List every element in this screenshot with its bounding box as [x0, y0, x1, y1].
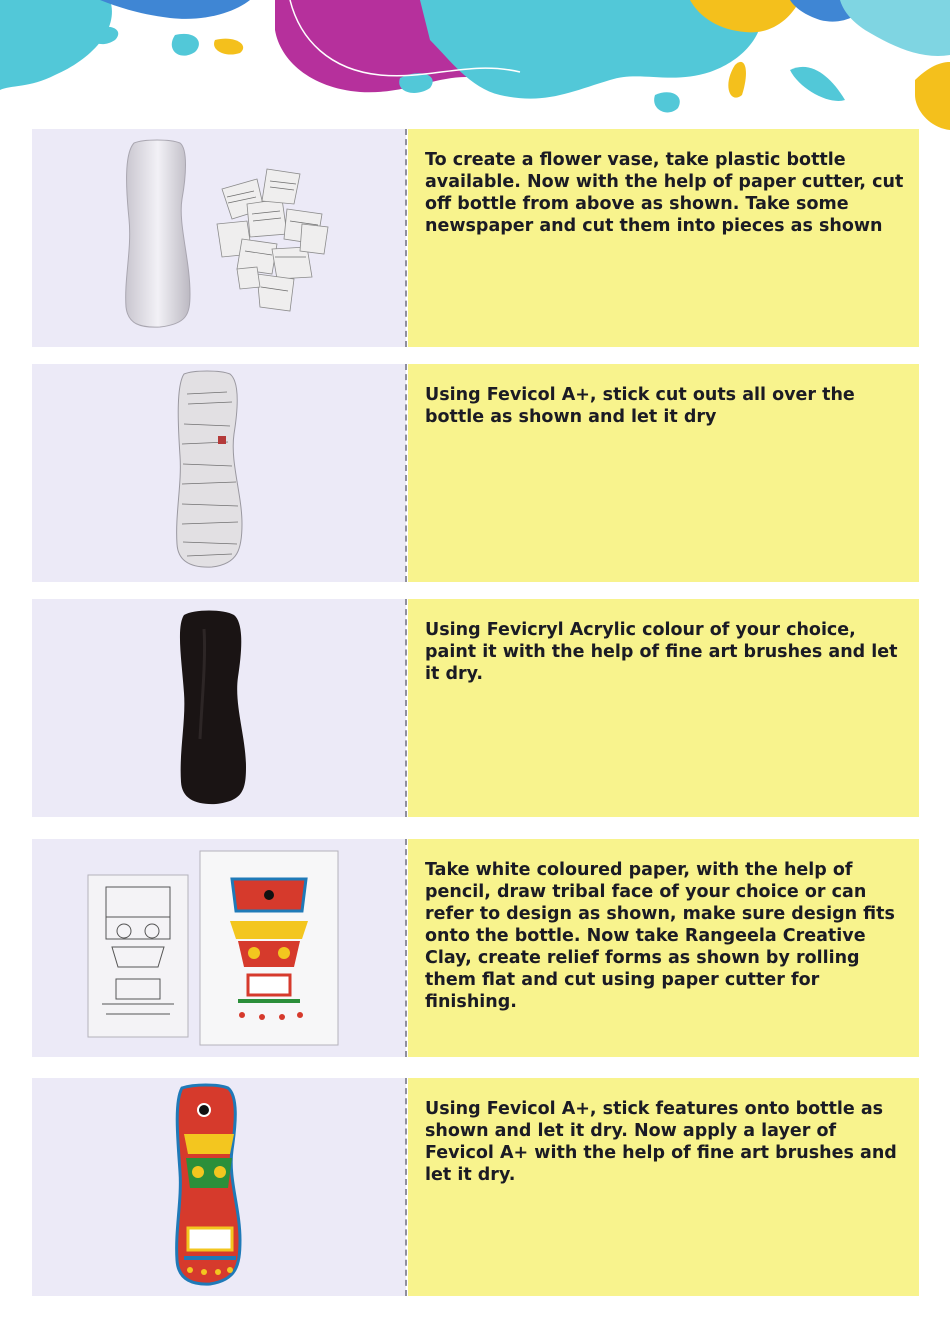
clear-bottle-and-newspaper-pieces-image [32, 129, 406, 347]
step-image-panel [32, 1078, 406, 1296]
decorative-banner [0, 0, 950, 130]
banner-cyan-corner [840, 0, 950, 56]
dashed-divider [405, 129, 407, 347]
dashed-divider [405, 599, 407, 817]
banner-cyan-drop-5 [654, 92, 680, 112]
finished-tribal-vase-image [32, 1078, 406, 1296]
step-5 [32, 1078, 919, 1296]
step-instruction: Using Fevicryl Acrylic colour of your choice, paint it with the help of fine art brushes and let it dry. [425, 620, 898, 684]
banner-cyan-blob-left [0, 0, 112, 90]
banner-cyan-drop-4 [790, 67, 845, 101]
banner-yellow-drop-left [214, 39, 243, 55]
step-3 [32, 599, 919, 817]
step-4 [32, 839, 919, 1057]
step-image-panel [32, 839, 406, 1057]
black-painted-bottle [180, 611, 246, 805]
step-1 [32, 129, 919, 347]
tribal-face-sketch-and-clay-mask-image [32, 839, 406, 1057]
banner-blue-blob [100, 0, 250, 19]
newspaper-pieces [217, 169, 328, 311]
step-instruction: Take white coloured paper, with the help of pencil, draw tribal face of your choice or can refer to design as shown, make sure design fits onto the bottle. Now take Rangeela Creative Clay, create relief forms as shown by rolling them flat and cut using paper cutter for finishing. [425, 860, 895, 1012]
banner-yellow-drop-mid [728, 62, 746, 98]
step-text-panel [408, 129, 919, 347]
newspaper-red-mark [218, 436, 226, 444]
black-painted-bottle-image [32, 599, 406, 817]
step-text-panel [408, 364, 919, 582]
step-image-panel [32, 364, 406, 582]
step-instruction: Using Fevicol A+, stick cut outs all over the bottle as shown and let it dry [425, 385, 855, 427]
newspaper-covered-bottle [177, 371, 242, 567]
step-instruction: To create a flower vase, take plastic bottle available. Now with the help of paper cutter, cut off bottle from above as shown. Take some newspaper and cut them into pieces as shown [425, 150, 904, 236]
step-image-panel [32, 599, 406, 817]
step-image-panel [32, 129, 406, 347]
dashed-divider [405, 364, 407, 582]
dashed-divider [405, 1078, 407, 1296]
banner-yellow-corner [915, 62, 950, 130]
banner-cyan-drop-1 [172, 34, 199, 56]
step-2 [32, 364, 919, 582]
dashed-divider [405, 839, 407, 1057]
pencil-sketch-paper [88, 875, 188, 1037]
step-text-panel [408, 839, 919, 1057]
step-text-panel [408, 599, 919, 817]
step-instruction: Using Fevicol A+, stick features onto bottle as shown and let it dry. Now apply a layer of Fevicol A+ with the help of fine art brushes and let it dry. [425, 1099, 897, 1185]
newspaper-covered-bottle-image [32, 364, 406, 582]
step-text-panel [408, 1078, 919, 1296]
clear-plastic-bottle [126, 140, 190, 327]
clay-mask-card [200, 851, 338, 1045]
